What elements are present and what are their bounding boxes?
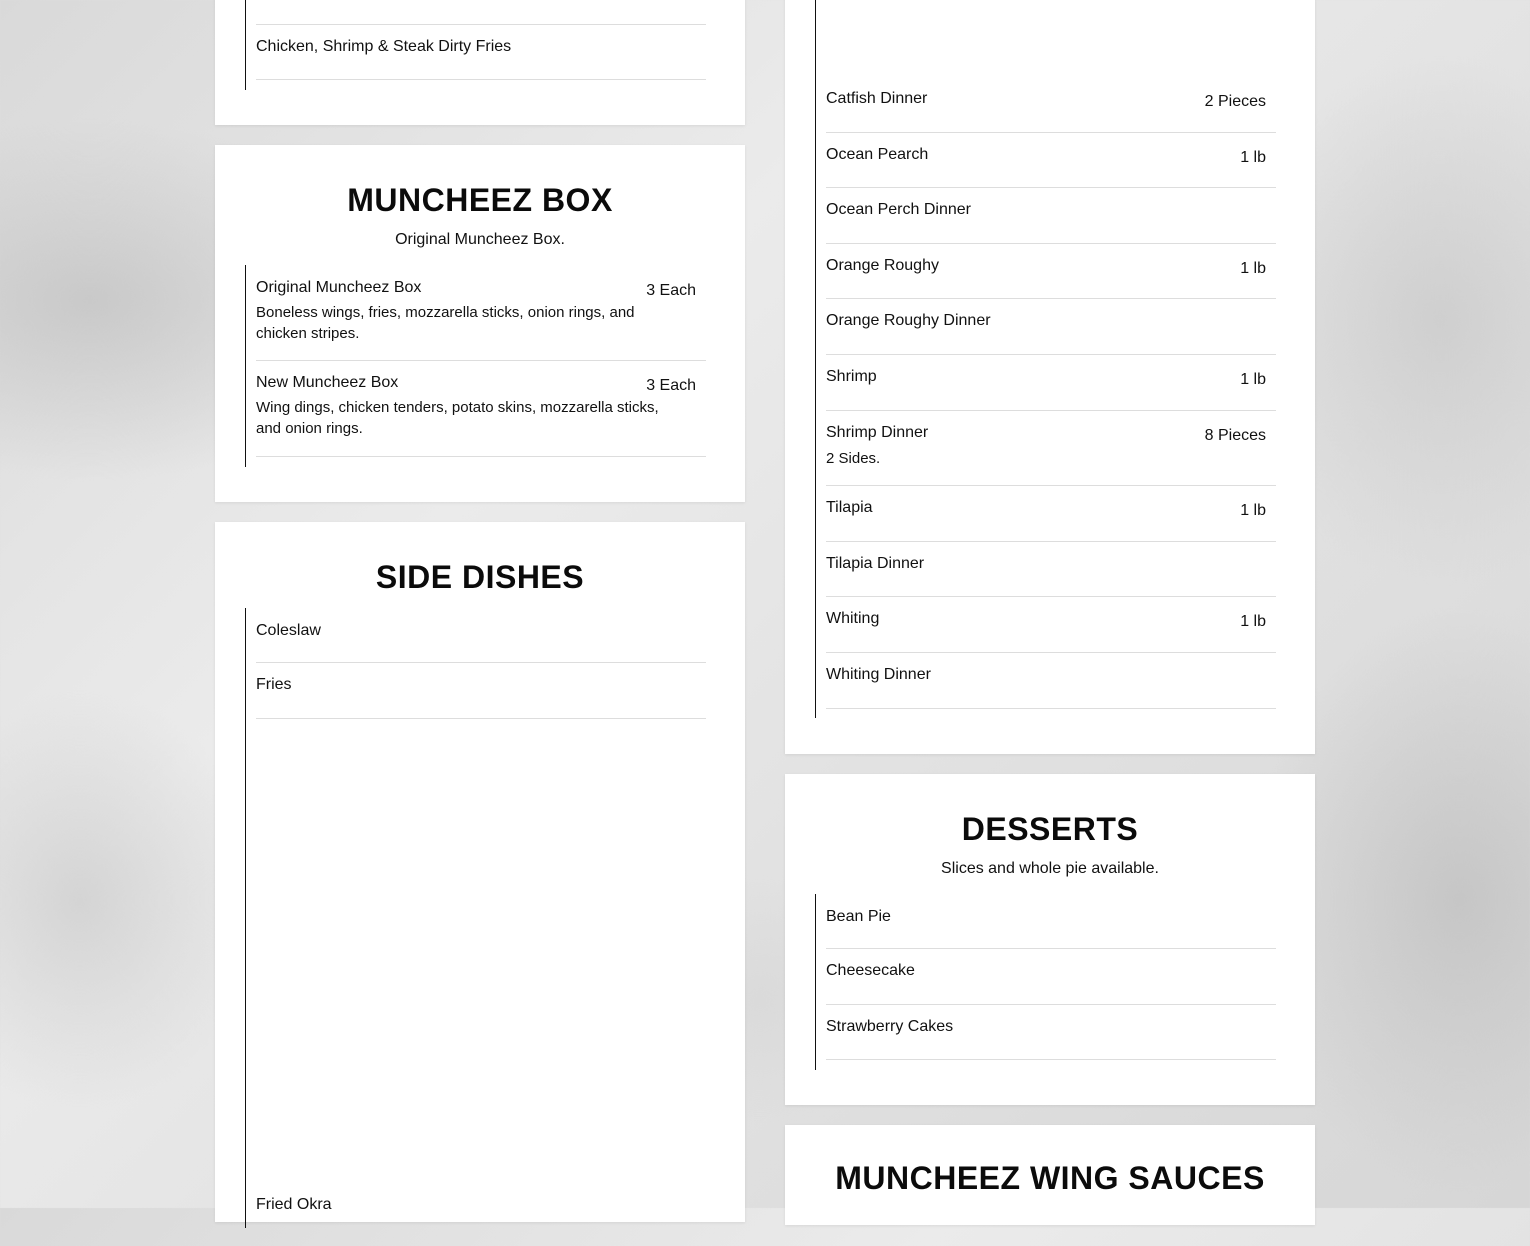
section-title: MUNCHEEZ WING SAUCES xyxy=(835,1160,1265,1196)
menu-item xyxy=(826,354,1276,411)
menu-item-price: 1 lb xyxy=(1240,260,1266,277)
menu-item xyxy=(826,652,1276,709)
menu-item-name: Coleslaw xyxy=(256,622,321,639)
menu-item-price: 1 lb xyxy=(1240,613,1266,630)
menu-item-price: 3 Each xyxy=(646,377,696,394)
section-subtitle: Original Muncheez Box. xyxy=(395,231,565,248)
menu-item-list xyxy=(245,0,706,90)
menu-item xyxy=(826,541,1276,597)
menu-item-name: Cheesecake xyxy=(826,962,915,979)
menu-item xyxy=(826,1004,1276,1060)
menu-item-name: Bean Pie xyxy=(826,908,891,925)
section-subtitle: Slices and whole pie available. xyxy=(941,860,1159,877)
menu-item xyxy=(826,187,1276,244)
menu-item-name: Fried Okra xyxy=(256,1196,332,1213)
menu-item-price: 2 Pieces xyxy=(1204,93,1266,110)
menu-card-seafood xyxy=(785,0,1315,754)
menu-item-name: Orange Roughy xyxy=(826,257,939,274)
menu-card-dirty-fries xyxy=(215,0,745,125)
menu-item xyxy=(826,132,1276,188)
menu-item-name: Whiting xyxy=(826,610,880,627)
menu-item xyxy=(256,24,706,80)
menu-item xyxy=(256,265,706,361)
menu-item-name: Tilapia Dinner xyxy=(826,555,925,572)
menu-item xyxy=(256,608,706,663)
menu-card-desserts xyxy=(785,774,1315,1105)
menu-item xyxy=(826,485,1276,542)
menu-item-list xyxy=(245,608,706,1228)
menu-item-name: Catfish Dinner xyxy=(826,90,928,107)
section-title: MUNCHEEZ BOX xyxy=(347,182,613,218)
menu-item xyxy=(826,76,1276,133)
section-title: SIDE DISHES xyxy=(375,559,585,595)
menu-item-name: Tilapia xyxy=(826,499,873,516)
menu-item xyxy=(826,298,1276,355)
menu-item-name: Fries xyxy=(256,676,292,693)
menu-item-name: Ocean Perch Dinner xyxy=(826,201,971,218)
menu-item-description: Wing dings, chicken tenders, potato skins, mozzarella sticks, and onion rings. xyxy=(256,399,659,437)
menu-item-name: Whiting Dinner xyxy=(826,666,931,683)
section-title: DESSERTS xyxy=(961,811,1139,847)
menu-card-wing-sauces xyxy=(785,1125,1315,1225)
menu-item xyxy=(826,948,1276,1005)
menu-item-name: Strawberry Cakes xyxy=(826,1018,954,1035)
menu-item-price: 1 lb xyxy=(1240,371,1266,388)
menu-item-name: New Muncheez Box xyxy=(256,374,399,391)
menu-item-list xyxy=(245,265,706,467)
menu-item-list xyxy=(815,894,1276,1070)
menu-item xyxy=(826,410,1276,486)
menu-item-description: Boneless wings, fries, mozzarella sticks, onion rings, and chicken stripes. xyxy=(256,304,635,342)
menu-item-price: 1 lb xyxy=(1240,149,1266,166)
menu-item xyxy=(826,894,1276,949)
menu-item-name: Ocean Pearch xyxy=(826,146,929,163)
menu-item-name: Chicken, Shrimp & Steak Dirty Fries xyxy=(256,38,512,55)
menu-item xyxy=(256,1186,706,1246)
menu-item-description: 2 Sides. xyxy=(826,450,881,467)
menu-card-side-dishes xyxy=(215,522,745,1222)
menu-item-name: Orange Roughy Dinner xyxy=(826,312,991,329)
menu-item xyxy=(256,360,706,457)
menu-item-name: Original Muncheez Box xyxy=(256,279,422,296)
menu-item-name: Shrimp Dinner xyxy=(826,424,929,441)
menu-card-muncheez-box xyxy=(215,145,745,502)
menu-item-price: 1 lb xyxy=(1240,502,1266,519)
menu-item xyxy=(256,662,706,719)
menu-item xyxy=(826,596,1276,653)
menu-item-price: 3 Each xyxy=(646,282,696,299)
menu-item-name: Shrimp xyxy=(826,368,877,385)
menu-item-list xyxy=(815,0,1276,718)
menu-item-price: 8 Pieces xyxy=(1204,427,1266,444)
menu-item xyxy=(256,0,706,25)
menu-item xyxy=(826,243,1276,299)
